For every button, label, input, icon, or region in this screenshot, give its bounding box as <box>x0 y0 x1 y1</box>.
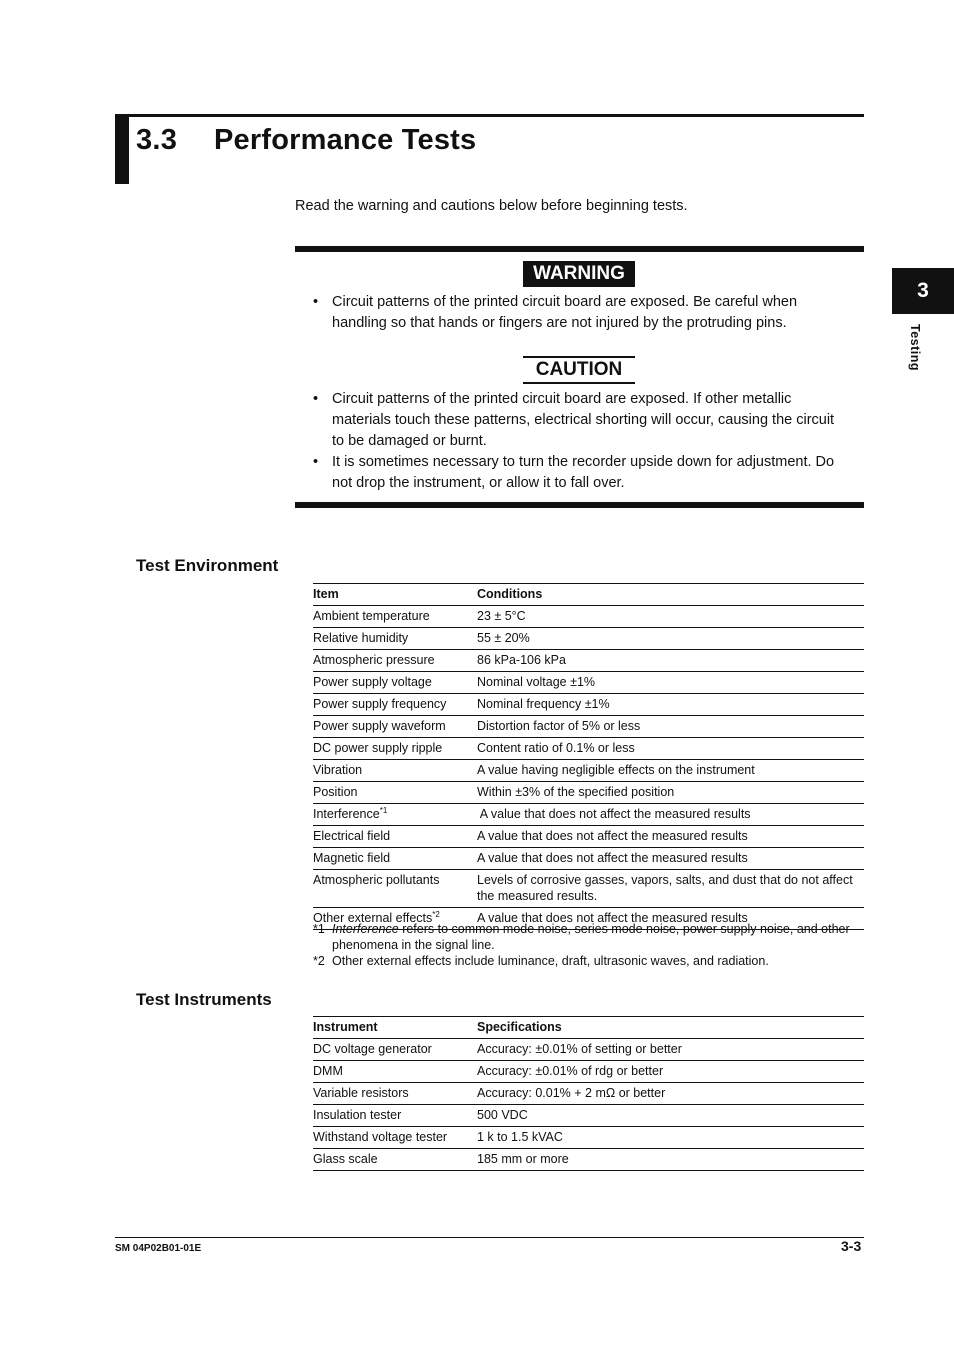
header-rule <box>115 114 864 117</box>
condition-cell: A value that does not affect the measured results <box>477 804 864 826</box>
table-row <box>313 1039 864 1061</box>
table-row <box>313 738 864 760</box>
test-environment-table <box>313 583 864 930</box>
item-cell: Vibration <box>313 760 477 782</box>
table-row <box>313 716 864 738</box>
spec-cell: Accuracy: ±0.01% of setting or better <box>477 1039 864 1061</box>
bullet-icon: • <box>313 454 319 470</box>
item-cell: Atmospheric pollutants <box>313 870 477 908</box>
condition-cell: 55 ± 20% <box>477 628 864 650</box>
item-cell: Interference$^{*1}$ <box>313 804 477 826</box>
intro-text: Read the warning and cautions below before beginning tests. <box>295 198 688 214</box>
list-item <box>313 452 843 494</box>
warning-list <box>313 292 843 334</box>
item-cell: Ambient temperature <box>313 606 477 628</box>
page-title: Performance Tests <box>214 124 477 156</box>
test-instruments-table <box>313 1016 864 1171</box>
spec-cell: Accuracy: 0.01% + 2 mΩ or better <box>477 1083 864 1105</box>
condition-cell: A value that does not affect the measured results <box>477 908 864 930</box>
footnotes <box>313 921 866 969</box>
footnote-ref: *2 <box>432 910 440 919</box>
condition-cell: 86 kPa-106 kPa <box>477 650 864 672</box>
table-row <box>313 760 864 782</box>
footnote-mark: *1 <box>313 922 325 936</box>
table-row <box>313 782 864 804</box>
item-cell: Atmospheric pressure <box>313 650 477 672</box>
bullet-icon: • <box>313 391 319 407</box>
condition-cell: Within ±3% of the specified position <box>477 782 864 804</box>
condition-cell: A value that does not affect the measured results <box>477 826 864 848</box>
table-row <box>313 1083 864 1105</box>
table-row <box>313 672 864 694</box>
bullet-icon: • <box>313 294 319 310</box>
table-row <box>313 826 864 848</box>
item-cell: Position <box>313 782 477 804</box>
instrument-cell: Insulation tester <box>313 1105 477 1127</box>
column-header-specifications: Specifications <box>477 1017 864 1039</box>
table-row <box>313 1105 864 1127</box>
item-cell: Magnetic field <box>313 848 477 870</box>
table-row <box>313 1061 864 1083</box>
table-row <box>313 804 864 826</box>
item-cell: Power supply frequency <box>313 694 477 716</box>
test-instruments-heading: Test Instruments <box>136 990 272 1009</box>
item-cell: Electrical field <box>313 826 477 848</box>
column-header-conditions: Conditions <box>477 584 864 606</box>
footnote-text: refers to common mode noise, series mode noise, power supply noise, and other phenomena in the signal line. <box>332 922 850 952</box>
footer-doc-id: SM 04P02B01-01E <box>115 1243 202 1254</box>
test-environment-heading: Test Environment <box>136 556 279 575</box>
notice-box-top-rule <box>295 246 864 252</box>
footnote <box>313 953 866 969</box>
column-header-item: Item <box>313 584 477 606</box>
spec-cell: Accuracy: ±0.01% of rdg or better <box>477 1061 864 1083</box>
condition-cell: 23 ± 5°C <box>477 606 864 628</box>
table-header-row <box>313 584 864 606</box>
table-row <box>313 1149 864 1171</box>
instrument-cell: Withstand voltage tester <box>313 1127 477 1149</box>
warning-text: Circuit patterns of the printed circuit board are exposed. Be careful when handling so that hands or fingers are not injured by the protruding pins. <box>332 294 798 331</box>
table-row <box>313 848 864 870</box>
instrument-cell: DC voltage generator <box>313 1039 477 1061</box>
item-cell: DC power supply ripple <box>313 738 477 760</box>
header-marker-block <box>115 114 129 184</box>
item-cell: Power supply voltage <box>313 672 477 694</box>
footnote-text: Other external effects include luminance, draft, ultrasonic waves, and radiation. <box>332 954 769 968</box>
condition-cell: A value having negligible effects on the instrument <box>477 760 864 782</box>
item-cell: Power supply waveform <box>313 716 477 738</box>
footnote-term: Interference <box>332 922 399 936</box>
list-item <box>313 292 843 334</box>
item-cell: Other external effects$^{*2}$ <box>313 908 477 930</box>
table-header-row <box>313 1017 864 1039</box>
footer-page-number: 3-3 <box>841 1238 862 1254</box>
footnote-ref: *1 <box>379 806 388 815</box>
list-item <box>313 389 843 452</box>
table-row <box>313 1127 864 1149</box>
condition-cell: Levels of corrosive gasses, vapors, salts, and dust that do not affect the measured results. <box>477 870 864 908</box>
condition-cell: Nominal voltage ±1% <box>477 672 864 694</box>
caution-list <box>313 389 843 494</box>
spec-cell: 1 k to 1.5 kVAC <box>477 1127 864 1149</box>
table-row <box>313 628 864 650</box>
condition-cell: Distortion factor of 5% or less <box>477 716 864 738</box>
footnote <box>313 921 866 953</box>
footnote-mark: *2 <box>313 954 325 968</box>
warning-label: WARNING <box>523 261 635 287</box>
condition-cell: Content ratio of 0.1% or less <box>477 738 864 760</box>
caution-label: CAUTION <box>523 356 635 384</box>
caution-text: Circuit patterns of the printed circuit board are exposed. If other metallic materials touch these patterns, electrical shorting will occur, causing the circuit to be damaged or burnt. <box>332 391 835 449</box>
chapter-tab: 3 <box>892 268 954 314</box>
condition-cell: A value that does not affect the measured results <box>477 848 864 870</box>
table-row <box>313 694 864 716</box>
spec-cell: 185 mm or more <box>477 1149 864 1171</box>
caution-text: It is sometimes necessary to turn the recorder upside down for adjustment. Do not drop the instrument, or allow it to fall over. <box>332 454 835 491</box>
footer-rule <box>115 1237 864 1238</box>
table-row <box>313 606 864 628</box>
table-row <box>313 650 864 672</box>
section-number: 3.3 <box>136 124 178 156</box>
condition-cell: Nominal frequency ±1% <box>477 694 864 716</box>
column-header-instrument: Instrument <box>313 1017 477 1039</box>
spec-cell: 500 VDC <box>477 1105 864 1127</box>
notice-box-bottom-rule <box>295 502 864 508</box>
instrument-cell: Glass scale <box>313 1149 477 1171</box>
instrument-cell: DMM <box>313 1061 477 1083</box>
chapter-tab-label: Testing <box>908 324 922 372</box>
instrument-cell: Variable resistors <box>313 1083 477 1105</box>
item-cell: Relative humidity <box>313 628 477 650</box>
table-row <box>313 870 864 908</box>
